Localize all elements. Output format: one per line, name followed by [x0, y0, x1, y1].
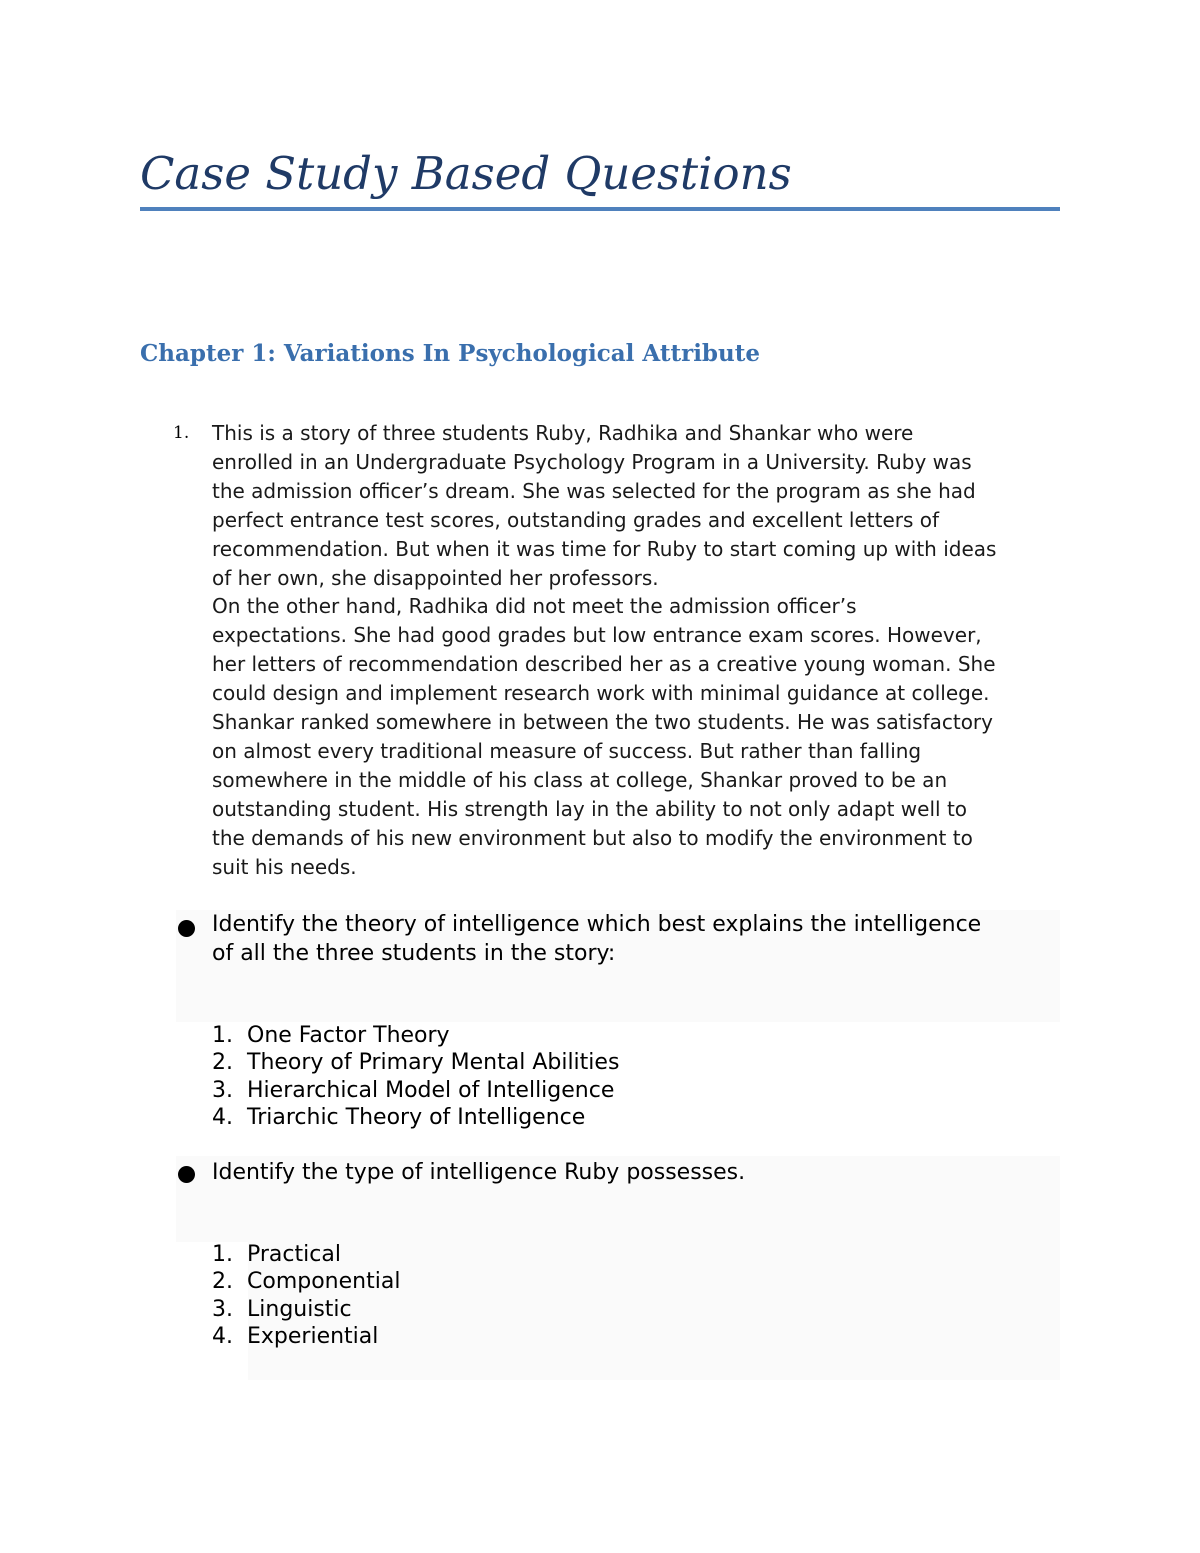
- prompt-line: Identify the theory of intelligence which best explains the intelligence: [212, 912, 982, 937]
- passage-line: the admission officer’s dream. She was selected for the program as she had: [212, 478, 976, 503]
- list-item: [212, 1268, 400, 1295]
- option-text: Hierarchical Model of Intelligence: [247, 1077, 615, 1103]
- option-number: 4.: [212, 1323, 233, 1349]
- option-number: 1.: [212, 1023, 233, 1048]
- option-number: 3.: [212, 1296, 233, 1322]
- passage-line: of her own, she disappointed her professors.: [212, 565, 659, 590]
- list-item: [212, 1022, 619, 1049]
- passage-line: Shankar ranked somewhere in between the two students. He was satisfactory: [212, 710, 993, 735]
- question-number: 1.: [173, 423, 190, 443]
- bullet-icon: [178, 920, 195, 937]
- passage-line: outstanding student. His strength lay in the ability to not only adapt well to: [212, 796, 968, 821]
- passage-line: could design and implement research work with minimal guidance at college.: [212, 681, 990, 706]
- passage-line: somewhere in the middle of his class at college, Shankar proved to be an: [212, 767, 948, 792]
- prompt-line: Identify the type of intelligence Ruby possesses.: [212, 1160, 746, 1185]
- option-number: 2.: [212, 1269, 233, 1295]
- passage-line: On the other hand, Radhika did not meet the admission officer’s: [212, 594, 857, 619]
- option-number: 3.: [212, 1077, 233, 1103]
- passage-line: This is a story of three students Ruby, Radhika and Shankar who were: [212, 421, 914, 445]
- list-item: [212, 1323, 400, 1350]
- list-item: [212, 1104, 619, 1131]
- prompt-line: of all the three students in the story:: [212, 941, 616, 966]
- option-number: 1.: [212, 1242, 233, 1267]
- passage-line: enrolled in an Undergraduate Psychology Program in a University. Ruby was: [212, 449, 972, 474]
- options-list: [212, 1022, 619, 1131]
- options-list: [212, 1241, 400, 1350]
- list-item: [212, 1077, 619, 1104]
- passage-line: recommendation. But when it was time for Ruby to start coming up with ideas: [212, 536, 997, 561]
- chapter-heading: Chapter 1: Variations In Psychological Attribute: [140, 340, 760, 367]
- passage-line: her letters of recommendation described her as a creative young woman. She: [212, 652, 996, 677]
- option-text: Linguistic: [247, 1296, 352, 1322]
- option-text: Practical: [247, 1242, 341, 1267]
- option-text: Theory of Primary Mental Abilities: [247, 1050, 620, 1076]
- case-passage: [212, 419, 1062, 882]
- page-title: Case Study Based Questions: [140, 147, 792, 200]
- passage-line: perfect entrance test scores, outstanding grades and excellent letters of: [212, 507, 940, 532]
- passage-line: the demands of his new environment but also to modify the environment to: [212, 825, 973, 850]
- title-underline: [140, 207, 1060, 211]
- option-text: Triarchic Theory of Intelligence: [247, 1104, 586, 1130]
- option-text: Componential: [247, 1269, 401, 1295]
- option-text: Experiential: [247, 1323, 379, 1349]
- passage-line: suit his needs.: [212, 854, 357, 879]
- list-item: [212, 1049, 619, 1076]
- option-number: 4.: [212, 1104, 233, 1130]
- bullet-icon: [178, 1166, 195, 1183]
- option-text: One Factor Theory: [247, 1023, 450, 1048]
- subquestion-prompt: [212, 1158, 745, 1187]
- option-number: 2.: [212, 1050, 233, 1076]
- passage-line: on almost every traditional measure of success. But rather than falling: [212, 738, 922, 763]
- subquestion-prompt: [212, 910, 981, 968]
- list-item: [212, 1241, 400, 1268]
- list-item: [212, 1296, 400, 1323]
- passage-line: expectations. She had good grades but low entrance exam scores. However,: [212, 623, 982, 648]
